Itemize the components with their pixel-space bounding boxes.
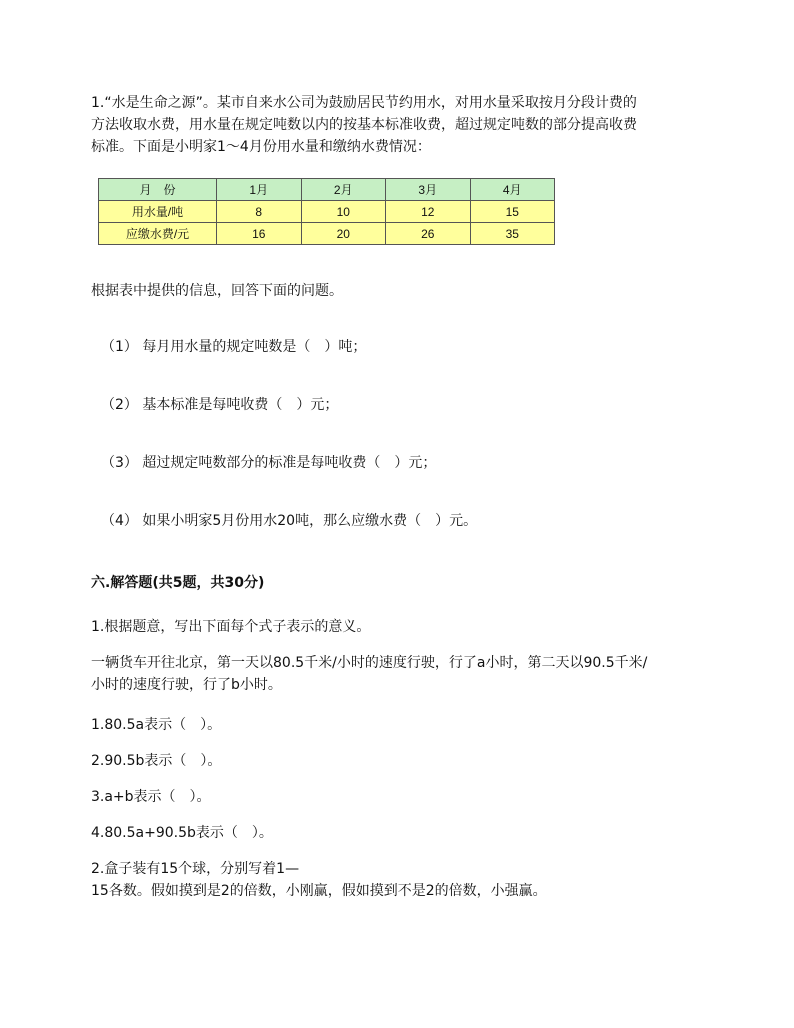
problem1-question-3: （3） 超过规定吨数部分的标准是每吨收费（ ）元； [101, 455, 437, 471]
water-fee-table [98, 178, 555, 245]
problem1-question-1: （1） 每月用水量的规定吨数是（ ）吨； [101, 339, 367, 355]
intro-line: 1.“水是生命之源”。某市自来水公司为鼓励居民节约用水，对用水量采取按月分段计费的 [91, 95, 637, 111]
table-cell: 15 [470, 201, 555, 223]
section6-q1-prompt: 1.根据题意，写出下面每个式子表示的意义。 [91, 619, 371, 635]
table-header-cell: 2月 [301, 179, 386, 201]
problem1-intro [91, 92, 711, 158]
problem1-question-4: （4） 如果小明家5月份用水20吨，那么应缴水费（ ）元。 [101, 513, 478, 529]
table-row-label: 应缴水费/元 [99, 223, 217, 245]
section6-q1-item-1: 1.80.5a表示（ ）。 [91, 717, 222, 733]
table-cell: 12 [386, 201, 471, 223]
story-line: 一辆货车开往北京，第一天以80.5千米/小时的速度行驶，行了a小时，第二天以90.5千米/ [91, 655, 648, 671]
table-header-cell: 1月 [217, 179, 302, 201]
q2-line: 2.盒子装有15个球，分别写着1— [91, 861, 300, 877]
table-row-label: 用水量/吨 [99, 201, 217, 223]
story-line: 小时的速度行驶，行了b小时。 [91, 677, 282, 693]
table-header-cell: 3月 [386, 179, 471, 201]
problem1-question-2: （2） 基本标准是每吨收费（ ）元； [101, 397, 339, 413]
intro-line: 方法收取水费，用水量在规定吨数以内的按基本标准收费，超过规定吨数的部分提高收费 [91, 117, 637, 133]
table-row [99, 223, 555, 245]
table-header-cell: 4月 [470, 179, 555, 201]
table-cell: 26 [386, 223, 471, 245]
problem1-instruction: 根据表中提供的信息，回答下面的问题。 [91, 283, 343, 299]
intro-line: 标准。下面是小明家1～4月份用水量和缴纳水费情况： [91, 139, 431, 155]
section-title: 六.解答题(共5题，共30分) [91, 575, 265, 591]
table-header-row [99, 179, 555, 201]
table-cell: 8 [217, 201, 302, 223]
table-cell: 35 [470, 223, 555, 245]
section6-q1-item-2: 2.90.5b表示（ ）。 [91, 753, 222, 769]
table-cell: 16 [217, 223, 302, 245]
table-cell: 10 [301, 201, 386, 223]
section6-q1-item-4: 4.80.5a+90.5b表示（ ）。 [91, 825, 273, 841]
table-header-cell: 月 份 [99, 179, 217, 201]
section6-q2 [91, 858, 711, 902]
section6-q1-item-3: 3.a+b表示（ ）。 [91, 789, 211, 805]
q2-line: 15各数。假如摸到是2的倍数，小刚赢，假如摸到不是2的倍数，小强赢。 [91, 883, 547, 899]
section6-q1-story [91, 652, 711, 696]
table-row [99, 201, 555, 223]
table-cell: 20 [301, 223, 386, 245]
